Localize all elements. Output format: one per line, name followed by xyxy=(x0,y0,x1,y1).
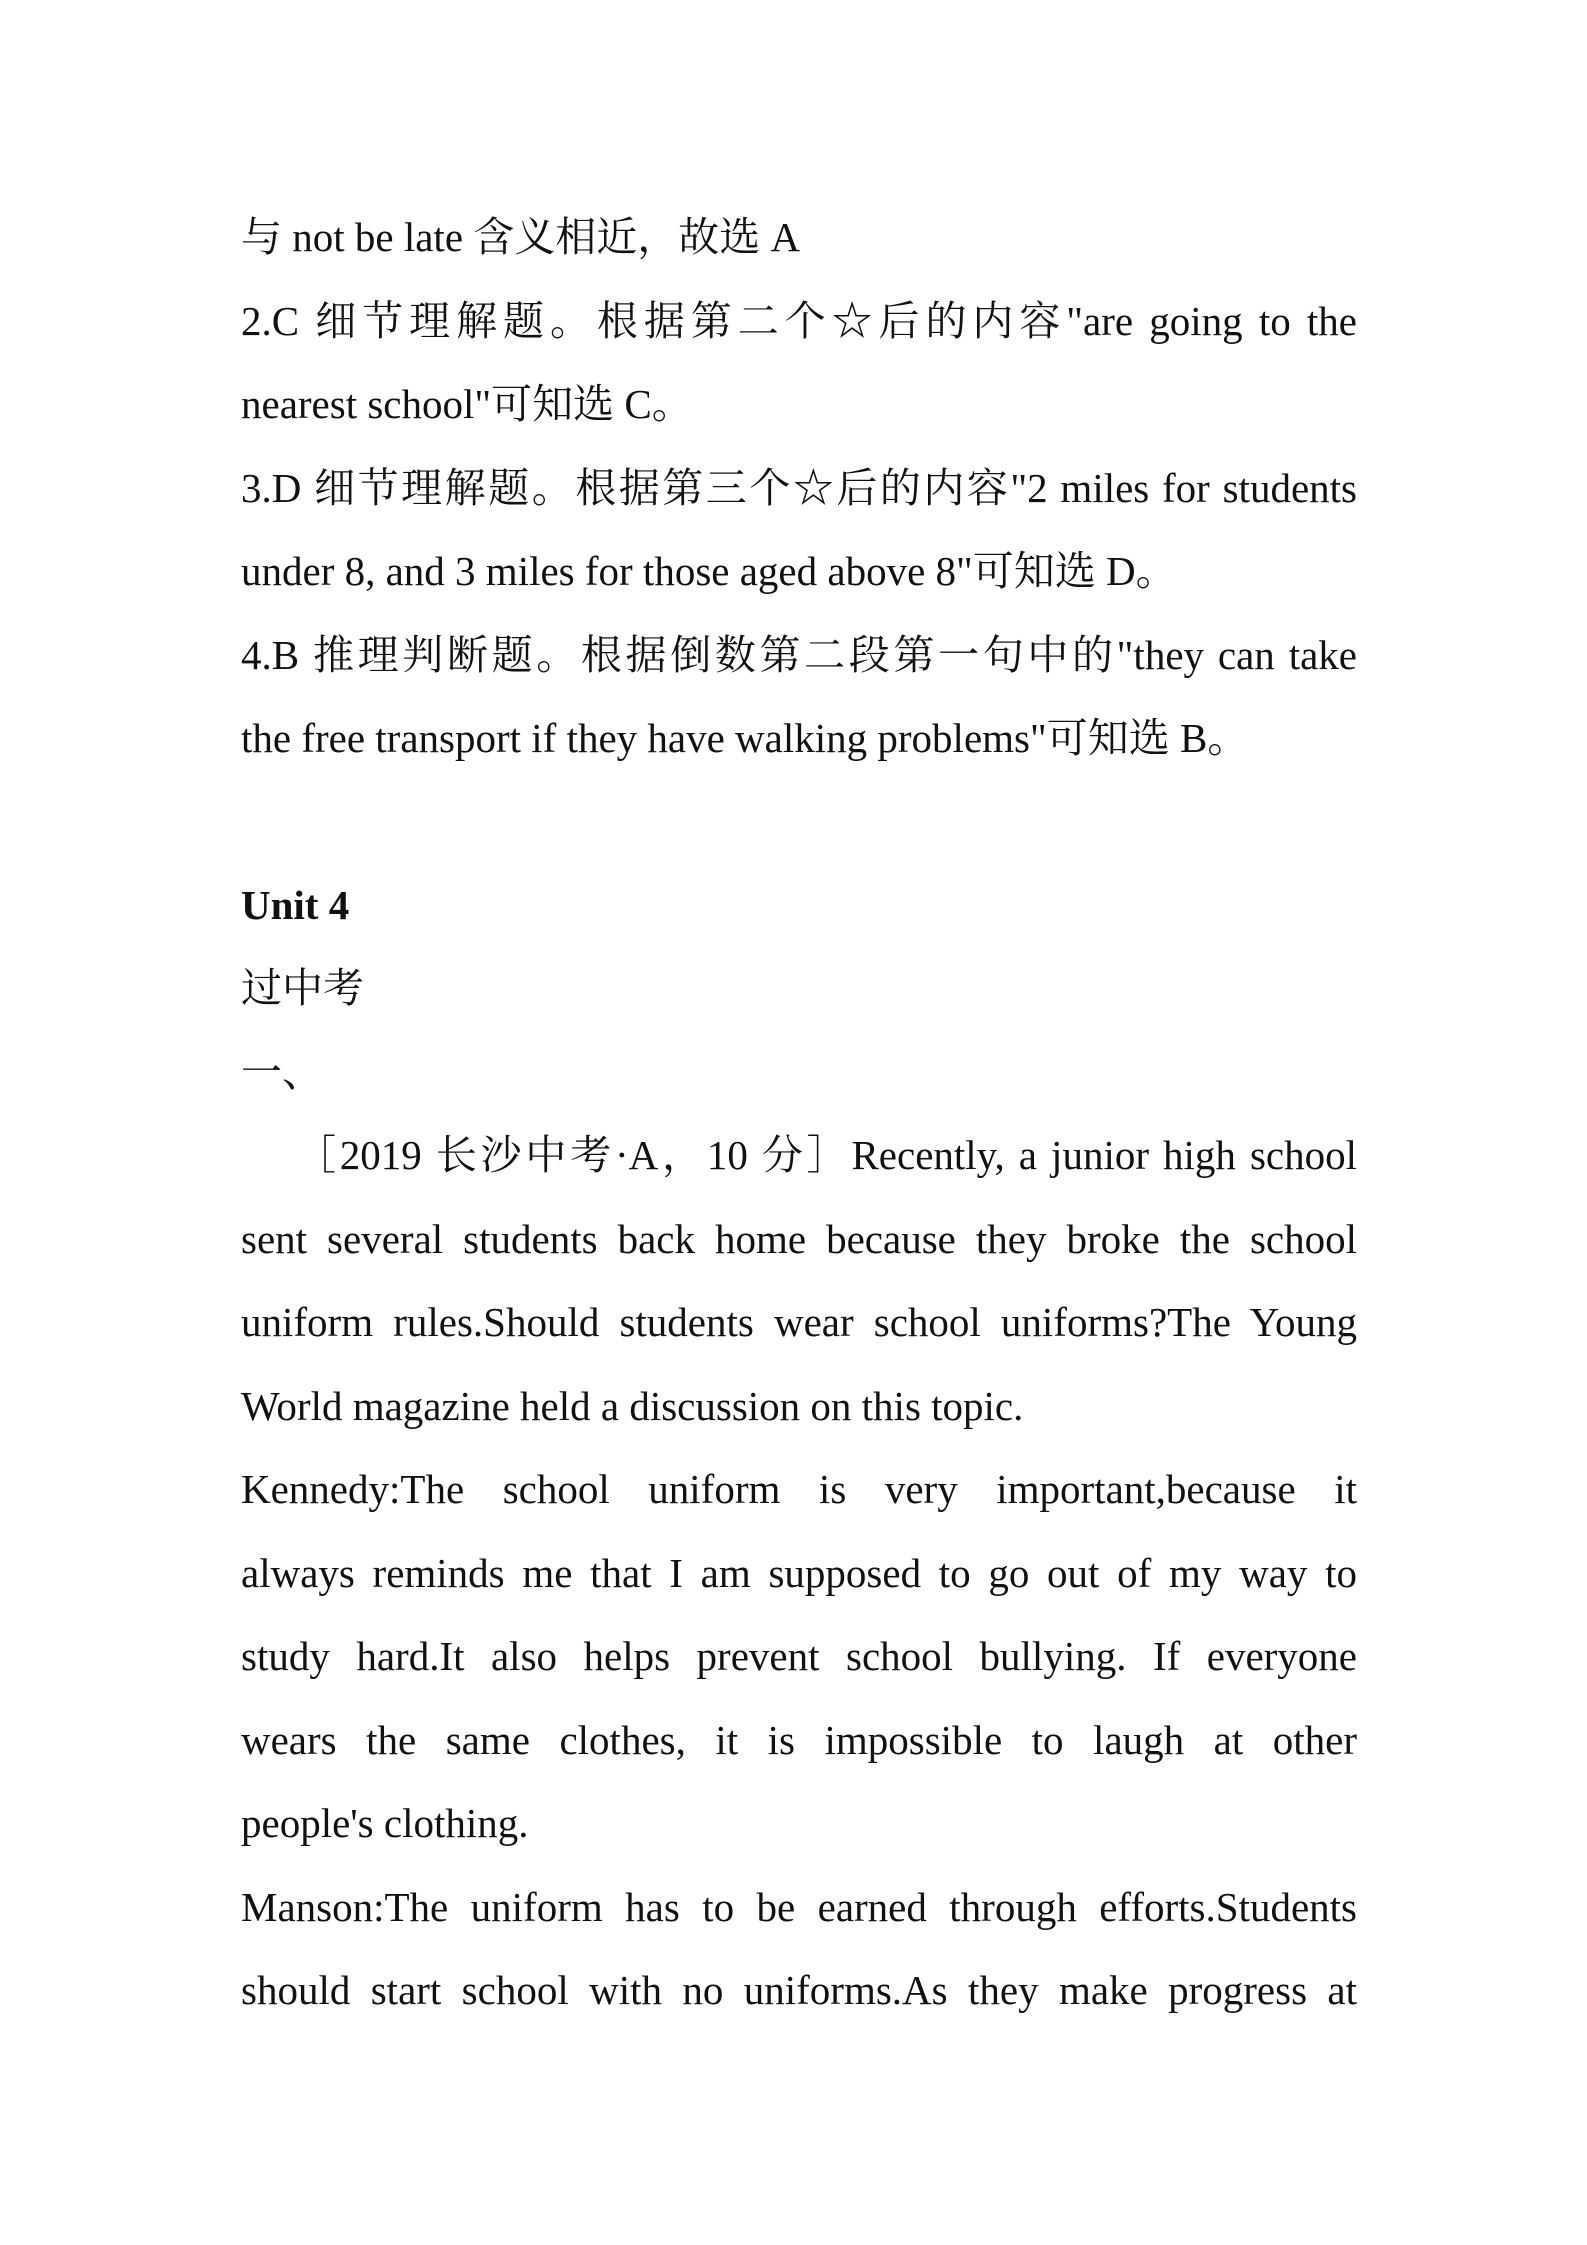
passage-line-1: ［2019 长沙中考·A，10 分］Recently, a junior high school xyxy=(295,1132,1357,1178)
answer-line-4b: the free transport if they have walking problems"可知选 B。 xyxy=(241,715,1249,761)
passage-line-10: Manson:The uniform has to be earned through efforts.Students xyxy=(241,1883,1357,1930)
document-page xyxy=(241,196,1357,2033)
passage-line-2: sent several students back home because they broke the school xyxy=(241,1215,1357,1262)
passage-line-9: people's clothing. xyxy=(241,1800,529,1846)
passage-line-3: uniform rules.Should students wear school uniforms?The Young xyxy=(241,1299,1357,1345)
unit-title: Unit 4 xyxy=(241,881,350,928)
answer-line-1a: 与 not be late 含义相近，故选 A xyxy=(241,214,801,260)
answer-line-3b: under 8, and 3 miles for those aged above 8"可知选 D。 xyxy=(241,548,1177,594)
answer-line-4a: 4.B 推理判断题。根据倒数第二段第一句中的"they can take xyxy=(241,631,1357,678)
answer-line-3a: 3.D 细节理解题。根据第三个☆后的内容"2 miles for students xyxy=(241,464,1357,511)
passage-line-5: Kennedy:The school uniform is very important,because it xyxy=(241,1466,1357,1512)
section-heading: 过中考 xyxy=(241,965,364,1011)
passage-line-6: always reminds me that I am supposed to go out of my way to xyxy=(241,1549,1357,1596)
passage-line-11: should start school with no uniforms.As they make progress at xyxy=(241,1967,1357,2013)
passage-line-4: World magazine held a discussion on this topic. xyxy=(241,1382,1024,1429)
section-spacer xyxy=(241,781,1357,864)
part-heading: 一、 xyxy=(241,1048,323,1095)
passage-line-8: wears the same clothes, it is impossible to laugh at other xyxy=(241,1716,1357,1763)
answer-line-2a: 2.C 细节理解题。根据第二个☆后的内容"are going to the xyxy=(241,297,1357,344)
answer-line-2b: nearest school"可知选 C。 xyxy=(241,381,693,427)
passage-line-7: study hard.It also helps prevent school bullying. If everyone xyxy=(241,1633,1357,1679)
